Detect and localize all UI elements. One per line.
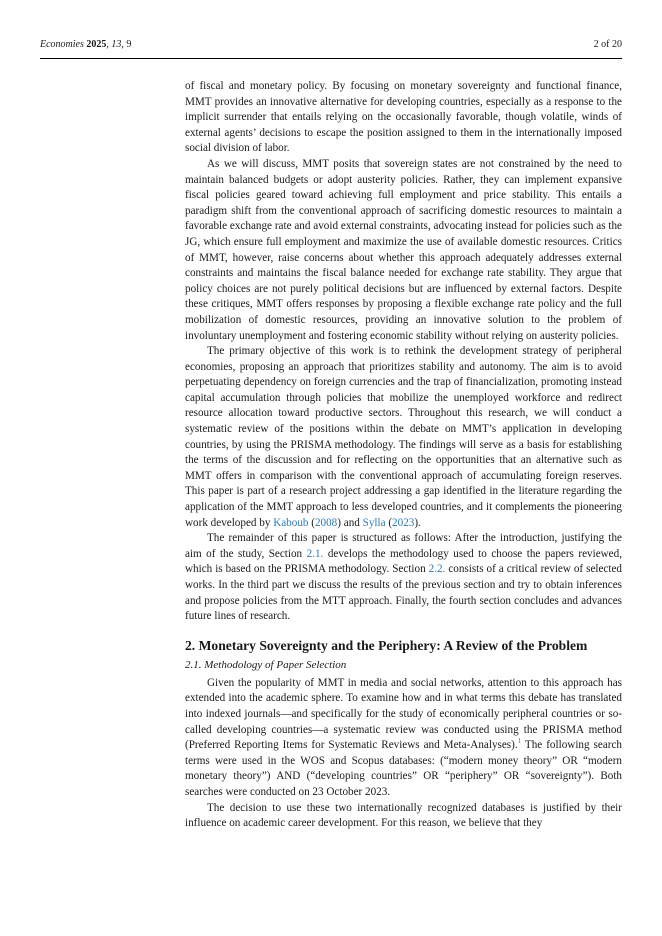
paragraph-3: The primary objective of this work is to rethink the development strategy of peripheral economies, proposing an approach that prioritizes stability and autonomy. The aim is to avoid perpetuating dependency on foreign currencies and the trap of financialization, promoting instead capital accumulation through policies that mobilize the unemployed workforce and redirect resource allocation toward productive sectors. Throughout this research, we will conduct a systematic review of the positions within the debate on MMT’s application in developing countries, by using the PRISMA methodology. The findings will serve as a basis for establishing the terms of the discussion and for reflecting on the opportunities that an alternative such as MMT offers in comparison with the conventional approach of accumulating foreign reserves. This paper is part of a research project addressing a gap identified in the literature regarding the application of the MMT approach to less developed countries, and it complements the pioneering work developed by Kaboub (2008) and Sylla (2023). (185, 345, 622, 529)
citation-kaboub-year-link[interactable]: 2008 (314, 516, 338, 529)
journal-citation: Economies 2025, 13, 9 (40, 39, 132, 50)
paragraph-5 (185, 676, 622, 801)
citation-sylla-year-link[interactable]: 2023 (392, 516, 415, 529)
paragraph-4-text-a: The remainder of this paper is structured as follows: After the introduction, justifying the aim of the study, Section (185, 532, 622, 560)
conjunction-text: and (343, 516, 360, 529)
journal-volume: 13 (111, 39, 122, 50)
subsection-heading: 2.1. Methodology of Paper Selection (185, 658, 347, 671)
paragraph-1: of fiscal and monetary policy. By focusing on monetary sovereignty and functional finance, MMT provides an innovative alternative for developing countries, especially as a response to the implicit surrender that entails relying on the occasionally favorable, though volatile, winds of external agents’ decisions to escape the position assigned to them in the internationally imposed social division of labor. (185, 80, 622, 155)
citation-kaboub-link[interactable]: Kaboub (273, 516, 309, 529)
section-heading: 2. Monetary Sovereignty and the Periphery: A Review of the Problem (185, 637, 588, 653)
footnote-1-link[interactable]: 1 (517, 737, 522, 746)
paragraph-5-text-b: The following search terms were used in the WOS and Scopus databases: (“modern money theory” OR “modern monetary theory”) AND (“developing countries” OR “periphery” OR “sovereignty”). Both searches were conducted on 23 October 2023. (185, 739, 622, 798)
running-header (40, 38, 622, 52)
article-number: 9 (126, 39, 132, 50)
paragraph-5-text: Given the popularity of MMT in media and social networks, attention to this approach has extended into the academic sphere. To examine how and in what terms this debate has translated into indexed journals—and specifically for the study of economically peripheral countries or so-called developing countries—a systematic review was conducted using the PRISMA method (Preferred Reporting Items for Systematic Reviews and Meta-Analyses). (185, 676, 622, 752)
article-body (185, 79, 622, 832)
journal-name: Economies (40, 39, 84, 50)
section-2-2-link[interactable]: 2.2. (428, 563, 446, 576)
journal-year: 2025 (86, 39, 107, 50)
paragraph-4-text-b: develops the methodology used to choose the papers reviewed, which is based on the PRISMA methodology. Section (185, 547, 622, 576)
paragraph-6: The decision to use these two internationally recognized databases is justified by their influence on academic career development. For this reason, we believe that they (185, 801, 622, 830)
paragraph-2: As we will discuss, MMT posits that sovereign states are not constrained by the need to maintain balanced budgets or adopt austerity policies. Rather, they can implement expansive fiscal policies geared toward achieving full employment and price stability. This entails a paradigm shift from the conventional approach of sacrificing domestic resources to maintain a favorable exchange rate and avoid external constraints, advocating instead for policies such as the JG, which ensure full employment and maximize the use of available domestic resources. Critics of MMT, however, raise concerns about whether this approach adequately addresses external constraints and maintains the fiscal balance needed for exchange rate stability. They argue that policy choices are not purely political decisions but are influenced by external factors. Despite these critiques, MMT offers responses by proposing a flexible exchange rate policy and the full mobilization of domestic resources, providing an innovative solution to the problem of involuntary unemployment and fostering economic stability without relying on austerity policies. (185, 157, 622, 342)
paragraph-3-text: The primary objective of this work is to rethink the development strategy of peripheral economies, proposing an approach that prioritizes stability and autonomy. The aim is to avoid perpetuating dependency on foreign currencies and the trap of financialization, promoting instead capital accumulation through policies that mobilize the unemployed workforce and redirect resource allocation toward productive sectors. Throughout this research, we will conduct a systematic review of the positions within the debate on MMT’s application in developing countries, by using the PRISMA methodology. The findings will serve as a basis for establishing the terms of the discussion and for reflecting on the opportunities that an alternative such as MMT offers in comparison with the conventional approach of accumulating foreign reserves. This paper is part of a research project addressing a gap identified in the literature regarding the application of the MMT approach to less developed countries, and it complements the pioneering work developed by (185, 345, 622, 529)
paragraph-4 (185, 531, 622, 625)
header-rule (40, 58, 622, 59)
citation-sylla-link[interactable]: Sylla (362, 516, 386, 529)
paragraph-4-text-c: consists of a critical review of selected works. In the third part we discuss the results of the previous section and try to obtain inferences and propose policies from the MTT approach. Finally, the fourth section concludes and advances future lines of research. (185, 563, 622, 623)
page-number: 2 of 20 (593, 39, 622, 50)
section-2-1-link[interactable]: 2.1. (306, 547, 324, 560)
